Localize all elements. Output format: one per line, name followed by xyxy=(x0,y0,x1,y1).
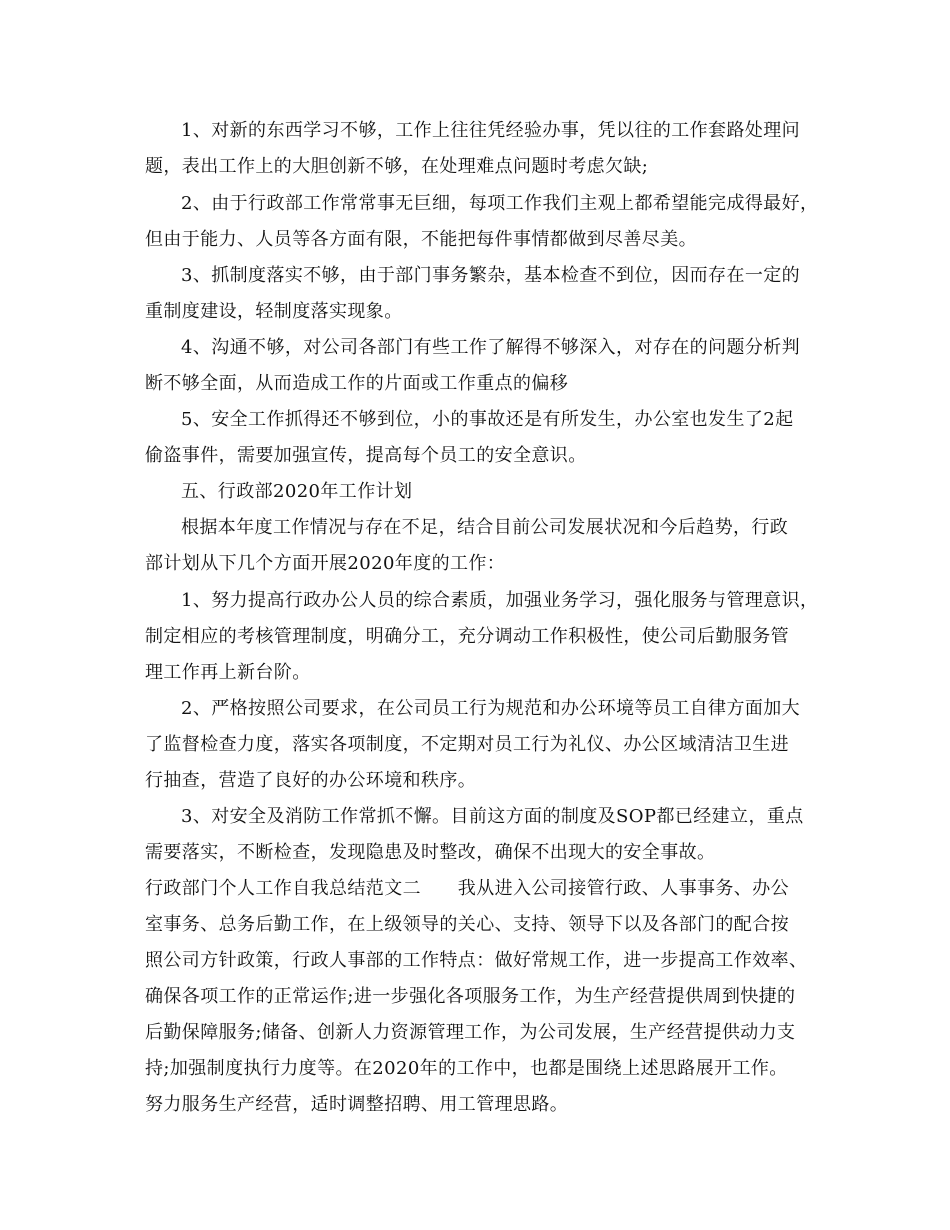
paragraph-line: 行政部门个人工作自我总结范文二 我从进入公司接管行政、人事事务、办公 xyxy=(145,878,789,899)
paragraph-line: 行抽查，营造了良好的办公环境和秩序。 xyxy=(145,770,477,791)
section-heading: 五、行政部2020年工作计划 xyxy=(181,481,413,502)
paragraph-line: 室事务、总务后勤工作，在上级领导的关心、支持、领导下以及各部门的配合按 xyxy=(145,914,789,935)
paragraph-line: 1、对新的东西学习不够，工作上往往凭经验办事，凭以往的工作套路处理问 xyxy=(181,120,801,141)
paragraph-line: 后勤保障服务;储备、创新人力资源管理工作，为公司发展，生产经营提供动力支 xyxy=(145,1022,796,1043)
paragraph-line: 题，表出工作上的大胆创新不够，在处理难点问题时考虑欠缺; xyxy=(145,156,649,177)
paragraph-line: 部计划从下几个方面开展2020年度的工作： xyxy=(145,553,506,574)
paragraph-line: 1、努力提高行政办公人员的综合素质，加强业务学习，强化服务与管理意识， xyxy=(181,590,819,611)
paragraph-line: 根据本年度工作情况与存在不足，结合目前公司发展状况和今后趋势，行政 xyxy=(181,517,789,538)
paragraph-line: 制定相应的考核管理制度，明确分工，充分调动工作积极性，使公司后勤服务管 xyxy=(145,626,789,647)
paragraph-line: 但由于能力、人员等各方面有限，不能把每件事情都做到尽善尽美。 xyxy=(145,229,697,250)
paragraph-line: 了监督检查力度，落实各项制度，不定期对员工行为礼仪、办公区域清洁卫生进 xyxy=(145,734,789,755)
paragraph-line: 4、沟通不够，对公司各部门有些工作了解得不够深入，对存在的问题分析判 xyxy=(181,337,801,358)
paragraph-line: 2、由于行政部工作常常事无巨细，每项工作我们主观上都希望能完成得最好， xyxy=(181,193,819,214)
paragraph-line: 理工作再上新台阶。 xyxy=(145,662,311,683)
paragraph-line: 持;加强制度执行力度等。在2020年的工作中，也都是围绕上述思路展开工作。 xyxy=(145,1058,788,1079)
paragraph-line: 确保各项工作的正常运作;进一步强化各项服务工作，为生产经营提供周到快捷的 xyxy=(145,986,796,1007)
paragraph-line: 努力服务生产经营，适时调整招聘、用工管理思路。 xyxy=(145,1094,569,1115)
paragraph-line: 2、严格按照公司要求，在公司员工行为规范和办公环境等员工自律方面加大 xyxy=(181,698,801,719)
paragraph-line: 重制度建设，轻制度落实现象。 xyxy=(145,301,403,322)
paragraph-line: 断不够全面，从而造成工作的片面或工作重点的偏移 xyxy=(145,373,569,394)
paragraph-line: 3、对安全及消防工作常抓不懈。目前这方面的制度及SOP都已经建立，重点 xyxy=(181,806,804,827)
paragraph-line: 5、安全工作抓得还不够到位，小的事故还是有所发生，办公室也发生了2起 xyxy=(181,409,794,430)
paragraph-line: 3、抓制度落实不够，由于部门事务繁杂，基本检查不到位，因而存在一定的 xyxy=(181,265,801,286)
paragraph-line: 照公司方针政策，行政人事部的工作特点：做好常规工作，进一步提高工作效率、 xyxy=(145,950,808,971)
paragraph-line: 偷盗事件，需要加强宣传，提高每个员工的安全意识。 xyxy=(145,445,587,466)
paragraph-line: 需要落实，不断检查，发现隐患及时整改，确保不出现大的安全事故。 xyxy=(145,842,716,863)
